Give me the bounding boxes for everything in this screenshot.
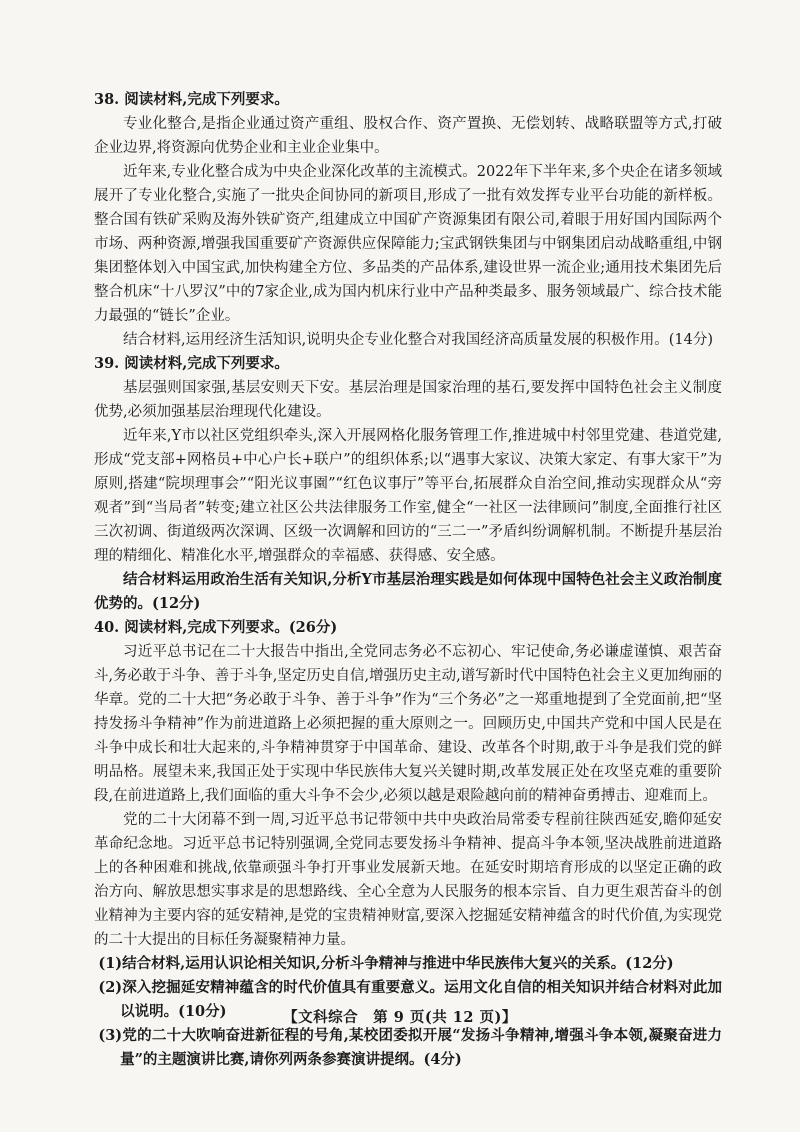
question-40-sub-2: (2)深入挖掘延安精神蕴含的时代价值具有重要意义。运用文化自信的相关知识并结合材料对此加以说明。(10分) bbox=[98, 979, 722, 1020]
question-39-prompt: 结合材料运用政治生活有关知识,分析Y市基层治理实践是如何体现中国特色社会主义政治制度优势的。(12分) bbox=[94, 571, 722, 612]
question-40-sub-1: (1)结合材料,运用认识论相关知识,分析斗争精神与推进中华民族伟大复兴的关系。(12分) bbox=[98, 955, 674, 972]
question-38-material-2: 近年来,专业化整合成为中央企业深化改革的主流模式。2022年下半年来,多个央企在诸多领域展开了专业化整合,实施了一批央企间协同的新项目,形成了一批有效发挥专业平台功能的新样板。整合国有铁矿采购及海外铁矿资产,组建成立中国矿产资源集团有限公司,着眼于用好国内国际两个市场、两种资源,增强我国重要矿产资源供应保障能力;宝武钢铁集团与中钢集团启动战略重组,中钢集团整体划入中国宝武,加快构建全方位、多品类的产品体系,建设世界一流企业;通用技术集团先后整合机床“十八罗汉”中的7家企业,成为国内机床行业中产品种类最多、服务领域最广、综合技术能力最强的“链长”企业。 bbox=[94, 164, 722, 324]
question-38-heading: 38. 阅读材料,完成下列要求。 bbox=[94, 91, 289, 108]
question-38-material-1: 专业化整合,是指企业通过资产重组、股权合作、资产置换、无偿划转、战略联盟等方式,打破企业边界,将资源向优势企业和主业企业集中。 bbox=[94, 116, 722, 156]
question-38-prompt: 结合材料,运用经济生活知识,说明央企专业化整合对我国经济高质量发展的积极作用。(14分) bbox=[123, 332, 713, 348]
question-39-material-2: 近年来,Y市以社区党组织牵头,深入开展网格化服务管理工作,推进城中村邻里党建、巷道党建,形成“党支部+网格员+中心户长+联户”的组织体系;以“遇事大家议、决策大家定、有事大家干”为原则,搭建“院坝理事会”“阳光议事園”“红色议事厅”等平台,拓展群众自治空间,推动实现群众从“旁观者”到“当局者”转变;建立社区公共法律服务工作室,健全“一社区一法律顾问”制度,全面推行社区三次初调、街道级两次深调、区级一次调解和回访的“三二一”矛盾纠纷调解机制。不断提升基层治理的精细化、精准化水平,增强群众的幸福感、获得感、安全感。 bbox=[94, 428, 722, 564]
question-40-material-1: 习近平总书记在二十大报告中指出,全党同志务必不忘初心、牢记使命,务必谦虚谨慎、艰苦奋斗,务必敢于斗争、善于斗争,坚定历史自信,增强历史主动,谱写新时代中国特色社会主义更加绚丽的华章。党的二十大把“务必敢于斗争、善于斗争”作为“三个务必”之一郑重地提到了全党面前,把“坚持发扬斗争精神”作为前进道路上必须把握的重大原则之一。回顾历史,中国共产党和中国人民是在斗争中成长和壮大起来的,斗争精神贯穿于中国革命、建设、改革各个时期,敢于斗争是我们党的鲜明品格。展望未来,我国正处于实现中华民族伟大复兴关键时期,改革发展正处在攻坚克难的重要阶段,在前进道路上,我们面临的重大斗争不会少,必须以越是艰险越向前的精神奋勇搏击、迎难而上。 bbox=[94, 644, 722, 804]
question-40-sub-3: (3)党的二十大吹响奋进新征程的号角,某校团委拟开展“发扬斗争精神,增强斗争本领,凝聚奋进力量”的主题演讲比赛,请你列两条参赛演讲提纲。(4分) bbox=[98, 1027, 722, 1068]
question-40-material-2: 党的二十大闭幕不到一周,习近平总书记带领中共中央政治局常委专程前往陕西延安,瞻仰延安革命纪念地。习近平总书记特别强调,全党同志要发扬斗争精神、提高斗争本领,坚决战胜前进道路上的各种困难和挑战,依靠顽强斗争打开事业发展新天地。在延安时期培育形成的以坚定正确的政治方向、解放思想实事求是的思想路线、全心全意为人民服务的根本宗旨、自力更生艰苦奋斗的创业精神为主要内容的延安精神,是党的宝贵精神财富,要深入挖掘延安精神蕴含的时代价值,为实现党的二十大提出的目标任务凝聚精神力量。 bbox=[94, 812, 722, 948]
question-40-heading: 40. 阅读材料,完成下列要求。(26分) bbox=[94, 619, 338, 636]
question-39-heading: 39. 阅读材料,完成下列要求。 bbox=[94, 355, 289, 372]
question-39-material-1: 基层强则国家强,基层安则天下安。基层治理是国家治理的基石,要发挥中国特色社会主义制度优势,必须加强基层治理现代化建设。 bbox=[94, 380, 722, 420]
page-footer: 【文科综合 第 9 页(共 12 页)】 bbox=[283, 1009, 517, 1026]
